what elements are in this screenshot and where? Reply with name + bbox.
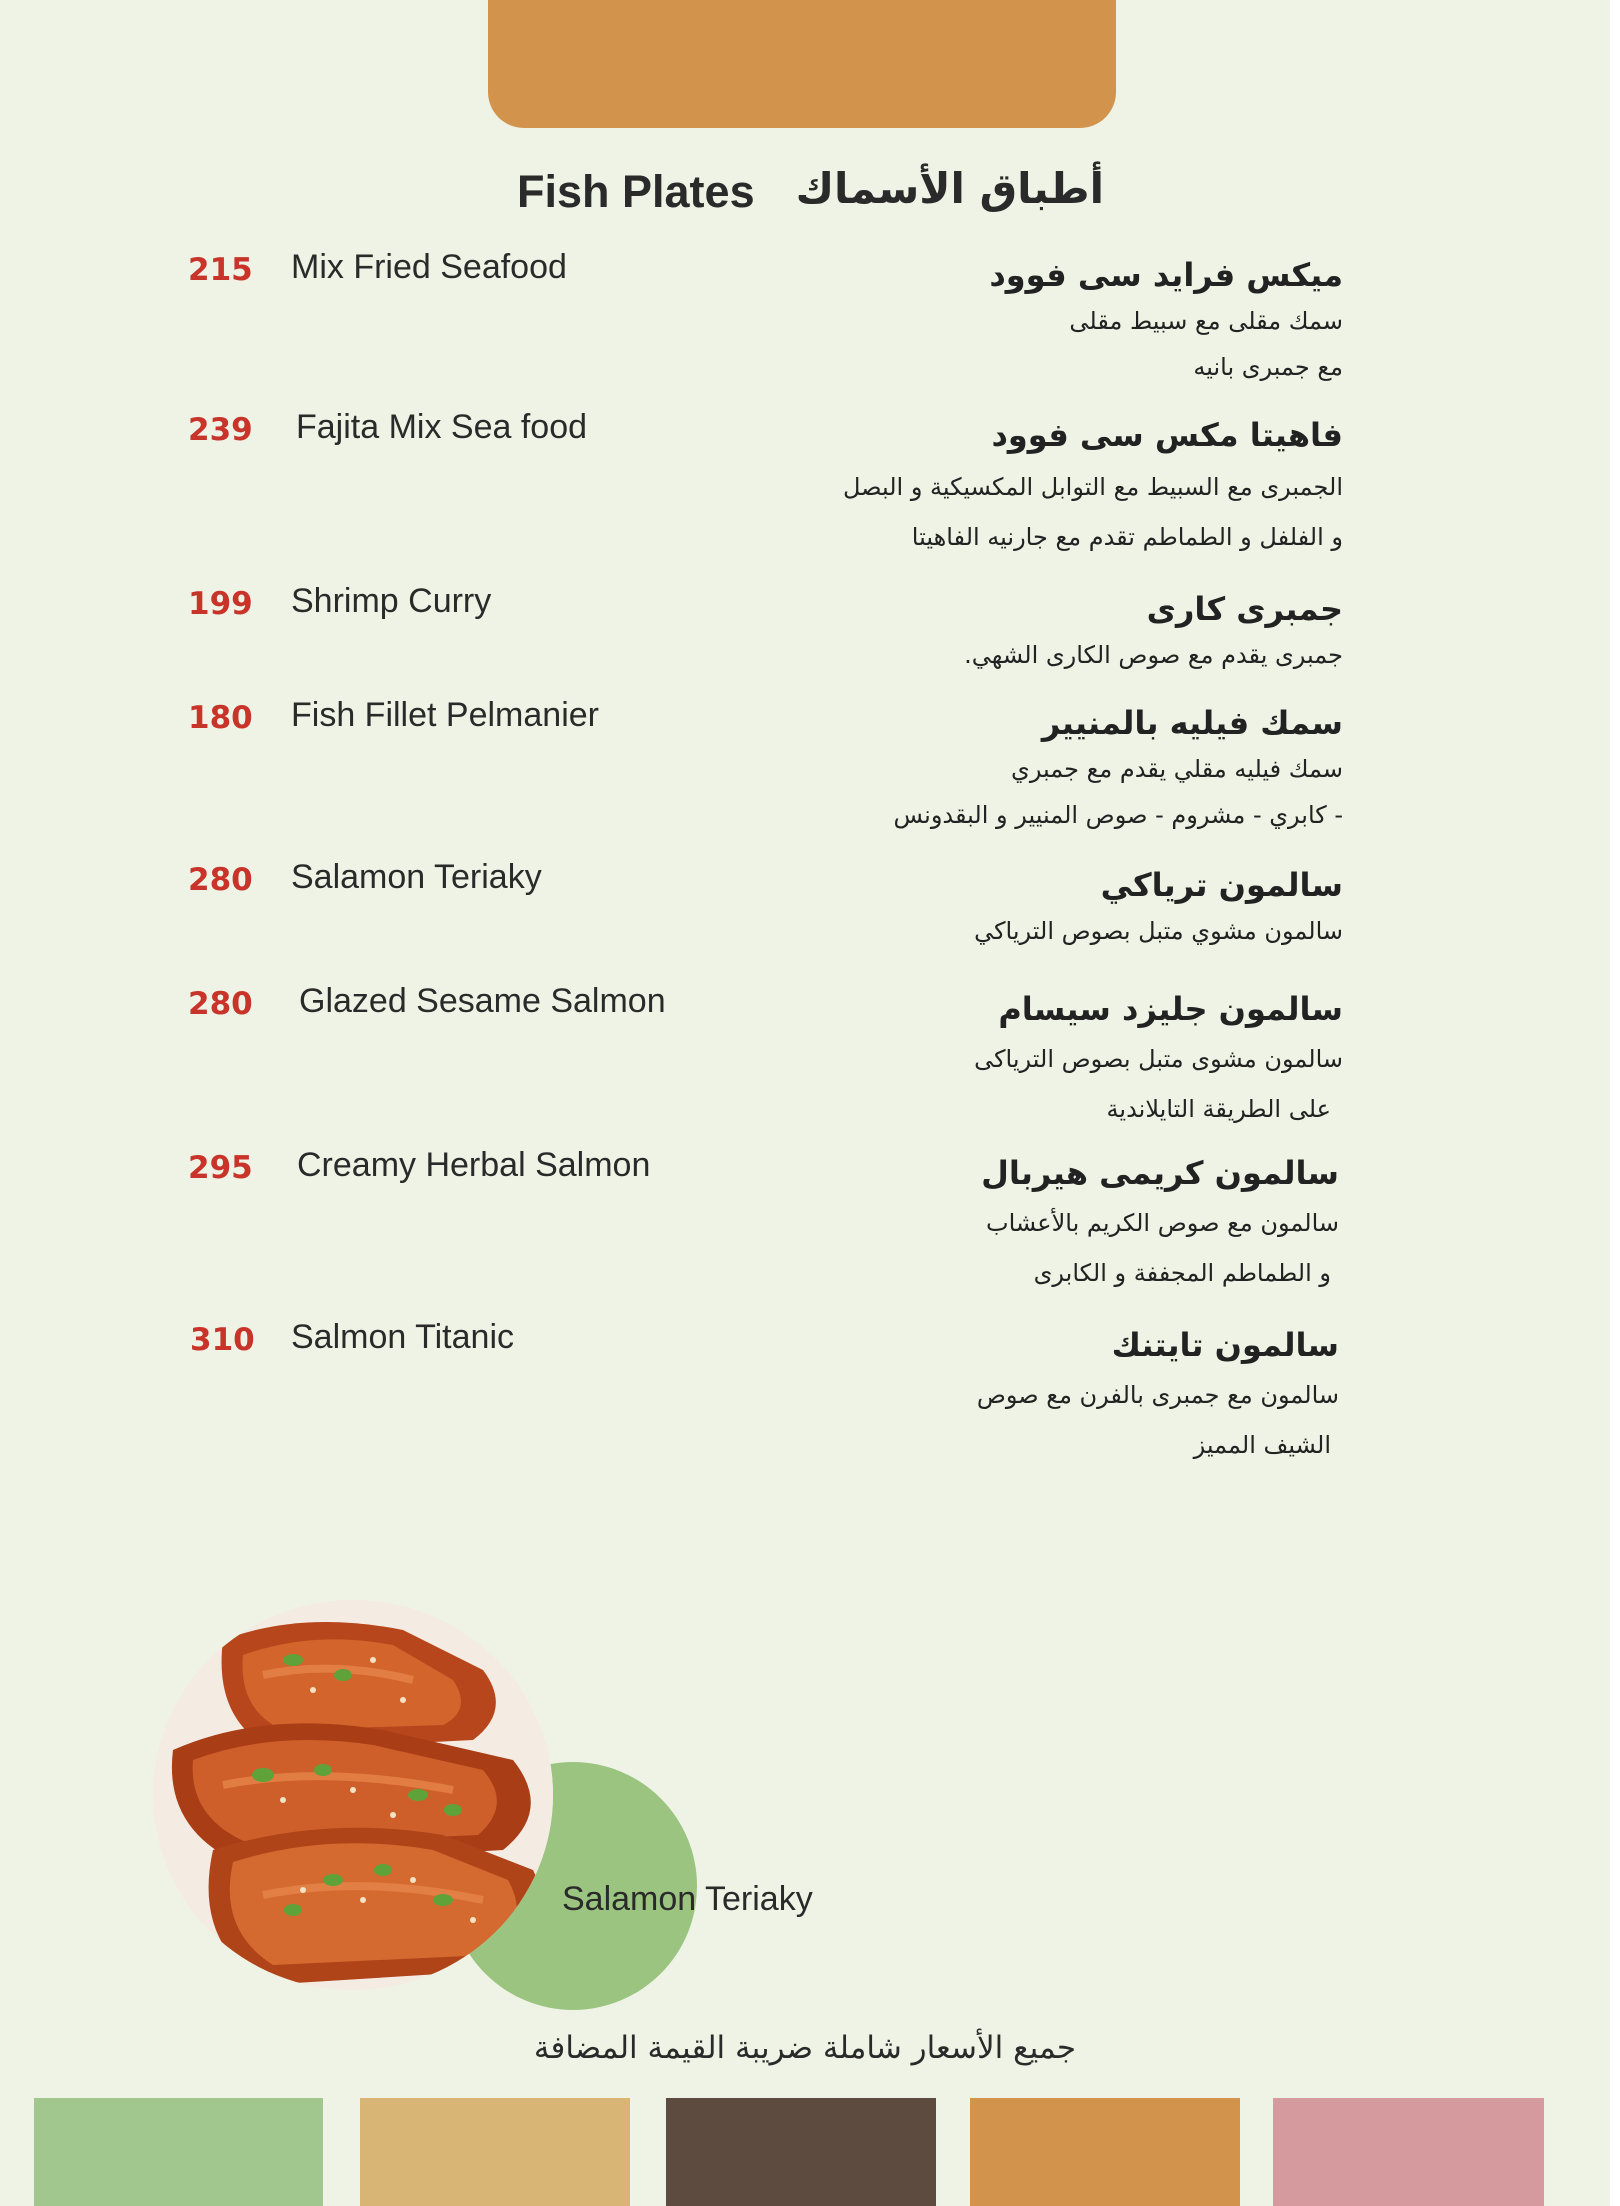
item-price: 295 bbox=[188, 1150, 253, 1186]
photo-caption: Salamon Teriaky bbox=[562, 1880, 813, 1918]
vat-note: جميع الأسعار شاملة ضريبة القيمة المضافة bbox=[533, 2030, 1077, 2066]
item-description-line: الجمبرى مع السبيط مع التوابل المكسيكية و البصل bbox=[842, 473, 1343, 501]
color-swatch bbox=[970, 2098, 1240, 2206]
item-name-ar: سالمون جليزد سيسام bbox=[998, 990, 1343, 1028]
item-description-line: جمبرى يقدم مع صوص الكارى الشهي. bbox=[964, 641, 1343, 669]
item-name-en: Shrimp Curry bbox=[291, 582, 492, 620]
item-name-en: Glazed Sesame Salmon bbox=[299, 982, 666, 1020]
color-swatch bbox=[360, 2098, 630, 2206]
color-swatch bbox=[666, 2098, 936, 2206]
item-price: 199 bbox=[188, 586, 253, 622]
item-name-en: Fajita Mix Sea food bbox=[296, 408, 588, 446]
item-name-ar: سالمون كريمى هيربال bbox=[981, 1154, 1339, 1192]
item-arabic-block bbox=[974, 986, 1343, 1134]
item-arabic-block bbox=[964, 586, 1343, 678]
section-title-en: Fish Plates bbox=[517, 166, 755, 217]
item-price: 239 bbox=[188, 412, 253, 448]
salmon-photo bbox=[153, 1600, 553, 1990]
item-name-ar: سالمون ترياكي bbox=[1100, 866, 1343, 904]
item-description-line: - كابري - مشروم - صوص المنيير و البقدونس bbox=[893, 801, 1343, 829]
item-price: 280 bbox=[188, 986, 253, 1022]
item-name-en: Salamon Teriaky bbox=[291, 858, 542, 896]
item-name-en: Creamy Herbal Salmon bbox=[297, 1146, 651, 1184]
item-arabic-block bbox=[981, 1150, 1339, 1298]
item-arabic-block bbox=[843, 412, 1343, 562]
item-name-en: Salmon Titanic bbox=[291, 1318, 514, 1356]
salmon-illustration bbox=[153, 1600, 553, 1990]
item-description-line: سمك فيليه مقلي يقدم مع جمبري bbox=[1011, 755, 1343, 783]
item-name-en: Fish Fillet Pelmanier bbox=[291, 696, 599, 734]
item-name-ar: ميكس فرايد سى فوود bbox=[989, 256, 1343, 294]
item-arabic-block bbox=[974, 862, 1343, 954]
color-swatch bbox=[1273, 2098, 1544, 2206]
item-description-line: و الفلفل و الطماطم تقدم مع جارنيه الفاهيتا bbox=[911, 523, 1343, 551]
item-name-ar: فاهيتا مكس سى فوود bbox=[991, 416, 1343, 454]
item-price: 280 bbox=[188, 862, 253, 898]
item-description-line: الشيف المميز bbox=[1193, 1431, 1331, 1459]
item-arabic-block bbox=[977, 1322, 1339, 1470]
item-description-line: و الطماطم المجففة و الكابرى bbox=[1033, 1259, 1331, 1287]
item-price: 215 bbox=[188, 252, 253, 288]
item-arabic-block bbox=[989, 252, 1343, 390]
item-description-line: سالمون مع صوص الكريم بالأعشاب bbox=[985, 1209, 1339, 1237]
item-description-line: سالمون مشوي متبل بصوص الترياكي bbox=[974, 917, 1343, 945]
section-title-ar: أطباق الأسماك bbox=[795, 164, 1104, 213]
item-name-en: Mix Fried Seafood bbox=[291, 248, 567, 286]
item-description-line: سمك مقلى مع سبيط مقلى bbox=[1069, 307, 1343, 335]
item-price: 310 bbox=[190, 1322, 255, 1358]
item-arabic-block bbox=[894, 700, 1343, 838]
top-tab-decoration bbox=[488, 0, 1116, 128]
item-price: 180 bbox=[188, 700, 253, 736]
item-name-ar: سالمون تايتنك bbox=[1111, 1326, 1339, 1364]
item-description-line: سالمون مشوى متبل بصوص الترياكى bbox=[974, 1045, 1343, 1073]
item-name-ar: سمك فيليه بالمنيير bbox=[1041, 704, 1343, 742]
item-description-line: سالمون مع جمبرى بالفرن مع صوص bbox=[976, 1381, 1339, 1409]
color-swatch bbox=[34, 2098, 323, 2206]
item-description-line: على الطريقة التايلاندية bbox=[1106, 1095, 1331, 1123]
item-name-ar: جمبرى كارى bbox=[1146, 590, 1343, 628]
item-description-line: مع جمبرى بانيه bbox=[1193, 353, 1343, 381]
